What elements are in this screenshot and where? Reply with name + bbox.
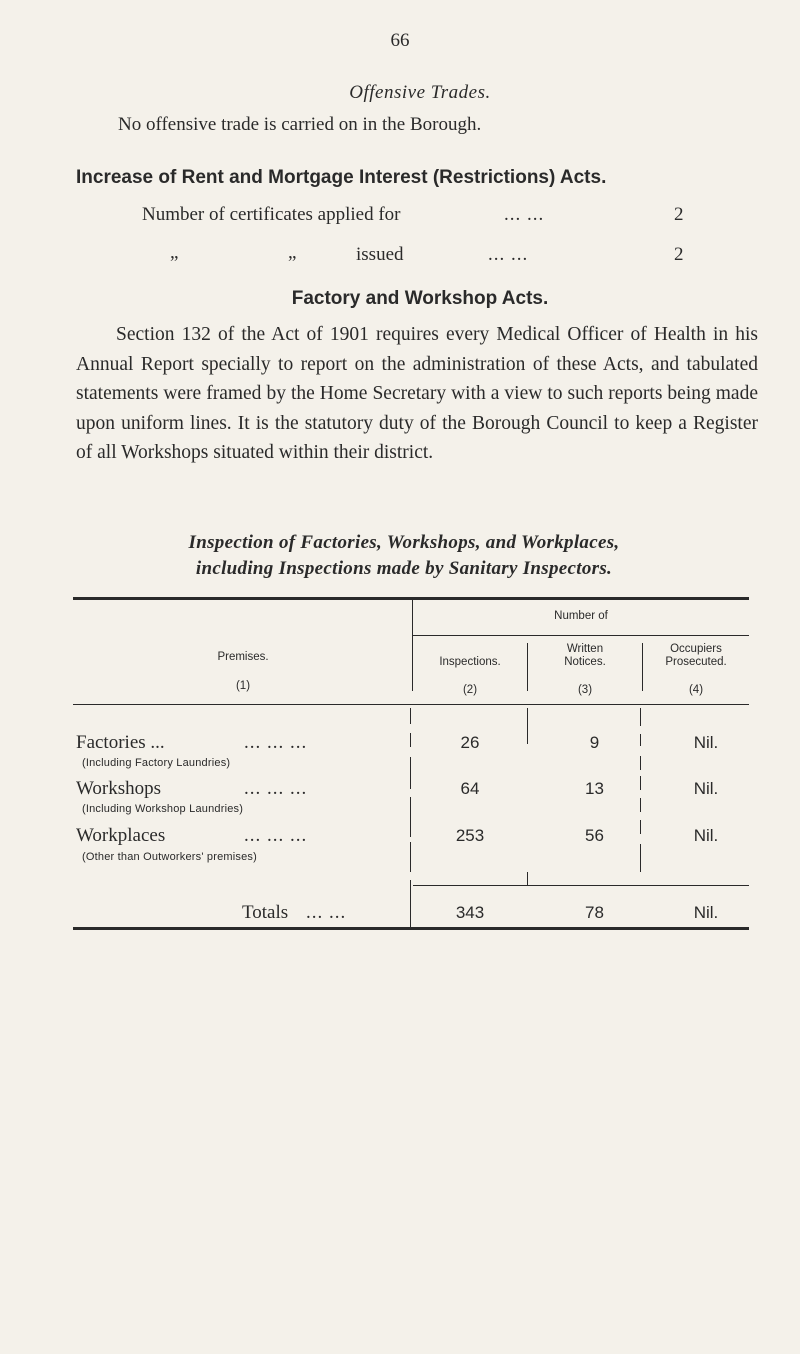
leader-dots: ... ... ... bbox=[244, 778, 308, 799]
header-bottom-rule bbox=[73, 704, 749, 705]
column-divider bbox=[410, 733, 411, 747]
column-divider bbox=[410, 797, 411, 837]
factory-acts-heading: Factory and Workshop Acts. bbox=[291, 288, 549, 309]
totals-prosecuted: Nil. bbox=[693, 903, 719, 922]
number-of-header: Number of bbox=[554, 610, 608, 622]
premises-col-num: (1) bbox=[235, 680, 251, 692]
rent-acts-heading: Increase of Rent and Mortgage Interest (Restrictions) Acts. bbox=[76, 167, 607, 188]
paragraph-text: Section 132 of the Act of 1901 requires every Medical Officer of Health in his Annual Report specially to report on the administration of these Acts, and tabulated statements were framed by the Home Secretary with a view to such reports being made upon uniform lines. It is the statutory duty of the Borough Council to keep a Register of all Workshops situated within their district. bbox=[76, 324, 758, 464]
ditto-mark: „ bbox=[170, 242, 179, 263]
totals-rule bbox=[413, 885, 749, 886]
inspections-col-num: (2) bbox=[462, 684, 478, 696]
prosecuted-header-line1: Occupiers bbox=[670, 643, 722, 655]
row-workplaces-name: Workplaces bbox=[76, 825, 166, 846]
column-divider bbox=[640, 708, 641, 726]
notices-header-line1: Written bbox=[566, 643, 604, 655]
column-divider bbox=[527, 872, 528, 886]
column-divider bbox=[640, 756, 641, 770]
leader-dots: ... ... ... bbox=[244, 825, 308, 846]
column-divider bbox=[410, 757, 411, 789]
totals-label: Totals bbox=[242, 902, 289, 923]
column-divider bbox=[410, 880, 411, 928]
row-workshops-inspections: 64 bbox=[460, 779, 480, 798]
table-title-line1: Inspection of Factories, Workshops, and Workplaces, bbox=[188, 532, 620, 553]
leader-dots: ... ... bbox=[488, 244, 529, 265]
row-factories-notices: 9 bbox=[589, 733, 600, 752]
row-factories-name: Factories ... bbox=[76, 732, 165, 753]
prosecuted-header-line2: Prosecuted. bbox=[665, 656, 727, 668]
notices-col-num: (3) bbox=[577, 684, 593, 696]
column-divider bbox=[640, 798, 641, 812]
prosecuted-col-num: (4) bbox=[688, 684, 704, 696]
rent-row-value: 2 bbox=[674, 244, 684, 265]
leader-dots: ... ... bbox=[504, 204, 545, 225]
row-factories-inspections: 26 bbox=[460, 733, 480, 752]
leader-dots: ... ... bbox=[306, 902, 347, 923]
totals-inspections: 343 bbox=[455, 903, 485, 922]
ditto-mark: „ bbox=[288, 242, 297, 263]
page-number: 66 bbox=[390, 30, 410, 51]
rent-row-label: Number of certificates applied for bbox=[142, 204, 401, 225]
row-workshops-sub: (Including Workshop Laundries) bbox=[82, 803, 244, 815]
row-workshops-notices: 13 bbox=[585, 779, 604, 798]
row-workplaces-prosecuted: Nil. bbox=[693, 826, 719, 845]
row-workshops-prosecuted: Nil. bbox=[693, 779, 719, 798]
table-title-line2: including Inspections made by Sanitary Inspectors. bbox=[195, 558, 613, 579]
premises-header: Premises. bbox=[217, 651, 269, 663]
rent-row-label: issued bbox=[356, 244, 404, 265]
totals-notices: 78 bbox=[585, 903, 604, 922]
table-bottom-rule bbox=[73, 927, 749, 930]
leader-dots: ... ... ... bbox=[244, 732, 308, 753]
row-workplaces-inspections: 253 bbox=[455, 826, 485, 845]
column-divider bbox=[640, 844, 641, 872]
column-divider bbox=[410, 708, 411, 724]
row-workshops-name: Workshops bbox=[76, 778, 162, 799]
offensive-trades-text: No offensive trade is carried on in the Borough. bbox=[118, 114, 482, 135]
table-top-rule bbox=[73, 597, 749, 600]
row-workplaces-notices: 56 bbox=[585, 826, 604, 845]
notices-header-line2: Notices. bbox=[564, 656, 606, 668]
inspections-header: Inspections. bbox=[439, 656, 501, 668]
row-factories-prosecuted: Nil. bbox=[693, 733, 719, 752]
row-workplaces-sub: (Other than Outworkers' premises) bbox=[82, 851, 257, 863]
number-of-rule bbox=[413, 635, 749, 636]
offensive-trades-heading: Offensive Trades. bbox=[349, 82, 491, 103]
column-divider bbox=[410, 842, 411, 872]
rent-row-value: 2 bbox=[674, 204, 684, 225]
row-factories-sub: (Including Factory Laundries) bbox=[82, 757, 231, 769]
